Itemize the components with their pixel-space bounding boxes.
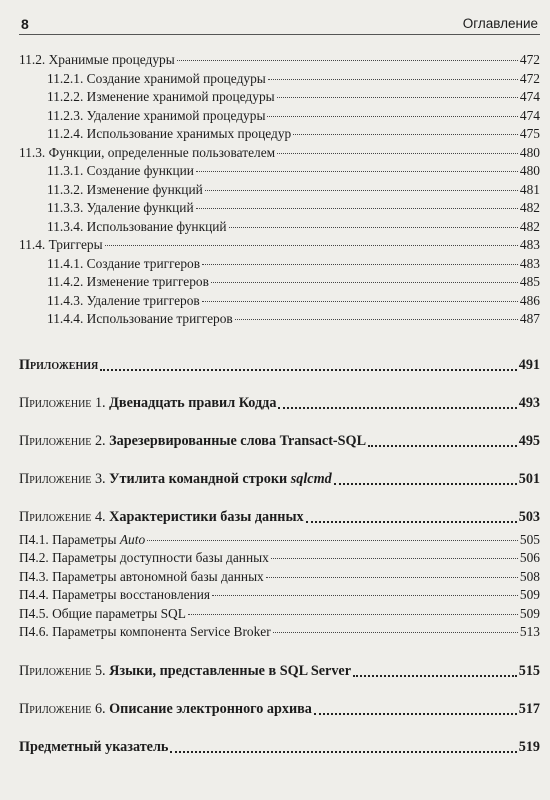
toc-entry-title: 11.3.1. Создание функции bbox=[47, 163, 194, 178]
toc-entry-11-2[interactable] bbox=[19, 52, 540, 71]
toc-entry-title: 11.2. Хранимые процедуры bbox=[19, 52, 175, 67]
dot-leader bbox=[229, 227, 518, 228]
toc-entry-page: 515 bbox=[518, 662, 540, 679]
toc-entry-11-2-4[interactable] bbox=[19, 126, 540, 145]
toc-entry-11-4[interactable] bbox=[19, 237, 540, 256]
appendix-label: Приложение 5. bbox=[19, 662, 106, 679]
toc-entry-title bbox=[19, 464, 332, 494]
dot-leader bbox=[177, 60, 518, 61]
toc-entry-title: П4.5. Общие параметры SQL bbox=[19, 605, 186, 621]
dot-leader bbox=[202, 264, 518, 265]
dot-leader bbox=[100, 369, 516, 371]
toc-entry-title: 11.4.3. Удаление триггеров bbox=[47, 292, 200, 308]
toc-entry-11-3[interactable] bbox=[19, 145, 540, 164]
toc-entry-11-4-1[interactable] bbox=[19, 256, 540, 275]
toc-entry-title: 11.3.3. Удаление функций bbox=[47, 200, 194, 215]
toc-entry-page: 481 bbox=[519, 181, 540, 197]
running-title: Оглавление bbox=[462, 16, 538, 31]
appendix-title: Характеристики базы данных bbox=[109, 508, 304, 525]
dot-leader bbox=[268, 79, 518, 80]
toc-entry-title bbox=[19, 502, 304, 532]
toc-entry-title: 11.2.2. Изменение хранимой процедуры bbox=[47, 89, 275, 104]
toc-entry-11-2-2[interactable] bbox=[19, 89, 540, 108]
toc-entry-p4-2[interactable] bbox=[19, 550, 540, 569]
toc-entry-page: 487 bbox=[519, 311, 540, 326]
appendix-title: Зарезервированные слова Transact-SQL bbox=[109, 432, 367, 449]
appendix-label: Приложение 6. bbox=[19, 700, 106, 717]
appendix-section-title: П4.1. Параметры bbox=[19, 531, 117, 547]
toc-entry-appendix-5[interactable] bbox=[19, 656, 540, 686]
dot-leader bbox=[306, 521, 517, 523]
toc-entry-page: 475 bbox=[519, 126, 540, 141]
dot-leader bbox=[235, 319, 518, 320]
toc-entry-page: 482 bbox=[519, 218, 540, 234]
toc-entry-p4-6[interactable] bbox=[19, 624, 540, 643]
toc-entry-page: 472 bbox=[519, 70, 540, 86]
toc-entry-appendix-2[interactable] bbox=[19, 426, 540, 456]
dot-leader bbox=[334, 483, 517, 485]
toc-entry-title: 11.4.2. Изменение триггеров bbox=[47, 274, 209, 289]
dot-leader bbox=[353, 675, 517, 677]
running-header bbox=[19, 12, 540, 35]
toc-entry-subject-index[interactable] bbox=[19, 732, 540, 762]
appendix-section-italic: Auto bbox=[119, 531, 146, 547]
toc-entry-page: 506 bbox=[519, 550, 540, 565]
toc-entry-title: П4.4. Параметры восстановления bbox=[19, 587, 211, 602]
toc-entry-page: 483 bbox=[519, 237, 540, 252]
toc-entry-page: 513 bbox=[519, 624, 540, 639]
dot-leader bbox=[267, 116, 517, 117]
dot-leader bbox=[196, 208, 518, 209]
appendix-title: Описание электронного архива bbox=[109, 700, 312, 717]
appendix-label: Приложение 1. bbox=[19, 394, 106, 411]
toc-entry-page: 517 bbox=[518, 700, 540, 717]
dot-leader bbox=[277, 153, 518, 154]
toc-entry-11-3-4[interactable] bbox=[19, 219, 540, 238]
toc-entry-11-3-2[interactable] bbox=[19, 182, 540, 201]
toc-entry-page: 493 bbox=[518, 394, 540, 411]
toc-entry-title: 11.4. Триггеры bbox=[19, 237, 103, 252]
toc-entry-title: 11.3.4. Использование функций bbox=[47, 218, 227, 234]
toc-entry-page: 474 bbox=[519, 107, 540, 123]
toc-entry-page: 485 bbox=[519, 274, 540, 289]
toc-entry-page: 519 bbox=[518, 738, 540, 755]
toc-entry-title: П4.3. Параметры автономной базы данных bbox=[19, 568, 264, 584]
appendix-label: Приложение 4. bbox=[19, 508, 106, 525]
dot-leader bbox=[202, 301, 518, 302]
dot-leader bbox=[277, 97, 518, 98]
toc-entry-page: 472 bbox=[519, 52, 540, 67]
dot-leader bbox=[271, 558, 518, 559]
toc-entry-11-3-3[interactable] bbox=[19, 200, 540, 219]
appendix-title-command: sqlcmd bbox=[290, 470, 332, 487]
dot-leader bbox=[188, 614, 518, 615]
toc-entry-title bbox=[19, 656, 351, 686]
toc-entry-title: 11.4.4. Использование триггеров bbox=[47, 311, 233, 326]
toc-entry-appendix-4[interactable] bbox=[19, 502, 540, 532]
toc-entry-page: 480 bbox=[519, 144, 540, 160]
dot-leader bbox=[266, 577, 518, 578]
toc-entry-title bbox=[19, 694, 312, 724]
dot-leader bbox=[293, 134, 518, 135]
toc-entry-p4-4[interactable] bbox=[19, 587, 540, 606]
toc-entry-page: 486 bbox=[519, 292, 540, 308]
appendix-label: Приложение 3. bbox=[19, 470, 106, 487]
appendix-title: Двенадцать правил Кодда bbox=[109, 394, 277, 411]
appendix-title: Языки, представленные в SQL Server bbox=[109, 662, 352, 679]
toc-entry-title: 11.2.3. Удаление хранимой процедуры bbox=[47, 107, 266, 123]
toc-entry-11-4-3[interactable] bbox=[19, 293, 540, 312]
toc-entry-11-3-1[interactable] bbox=[19, 163, 540, 182]
toc-entry-title: П4.2. Параметры доступности базы данных bbox=[19, 550, 269, 565]
toc-entry-p4-3[interactable] bbox=[19, 569, 540, 588]
toc-entry-page: 509 bbox=[519, 605, 540, 621]
toc-entry-page: 509 bbox=[519, 587, 540, 602]
toc-entry-appendix-3[interactable] bbox=[19, 464, 540, 494]
toc-entry-page: 482 bbox=[519, 200, 540, 215]
toc-entry-title: 11.3. Функции, определенные пользователем bbox=[19, 144, 276, 160]
toc-entry-page: 503 bbox=[518, 508, 540, 525]
dot-leader bbox=[212, 595, 518, 596]
toc-entry-page: 508 bbox=[519, 568, 540, 584]
toc-entry-title: П4.6. Параметры компонента Service Broker bbox=[19, 624, 271, 639]
table-of-contents bbox=[19, 52, 540, 762]
toc-entry-page: 491 bbox=[518, 356, 540, 373]
appendix-title: Утилита командной строки bbox=[109, 470, 288, 487]
toc-entry-page: 483 bbox=[519, 255, 540, 271]
toc-entry-page: 501 bbox=[518, 470, 540, 487]
dot-leader bbox=[368, 445, 517, 447]
dot-leader bbox=[314, 713, 517, 715]
toc-entry-11-2-1[interactable] bbox=[19, 71, 540, 90]
toc-entry-title: 11.3.2. Изменение функций bbox=[47, 181, 203, 197]
dot-leader bbox=[196, 171, 518, 172]
toc-entry-title bbox=[19, 426, 366, 456]
toc-entry-appendices[interactable] bbox=[19, 350, 540, 380]
dot-leader bbox=[147, 540, 518, 541]
toc-entry-title bbox=[19, 532, 145, 548]
toc-entry-11-4-2[interactable] bbox=[19, 274, 540, 293]
page-number: 8 bbox=[21, 16, 29, 32]
toc-entry-title: 11.2.1. Создание хранимой процедуры bbox=[47, 70, 266, 86]
toc-entry-title: Предметный указатель bbox=[19, 738, 169, 755]
toc-entry-title bbox=[19, 388, 276, 418]
dot-leader bbox=[170, 751, 516, 753]
dot-leader bbox=[105, 245, 518, 246]
toc-entry-page: 505 bbox=[519, 531, 540, 547]
toc-entry-title: 11.4.1. Создание триггеров bbox=[47, 255, 201, 271]
toc-entry-page: 480 bbox=[519, 163, 540, 178]
toc-entry-appendix-6[interactable] bbox=[19, 694, 540, 724]
appendix-label: Приложение 2. bbox=[19, 432, 106, 449]
toc-entry-page: 474 bbox=[519, 89, 540, 104]
dot-leader bbox=[211, 282, 518, 283]
toc-entry-11-4-4[interactable] bbox=[19, 311, 540, 330]
toc-entry-p4-5[interactable] bbox=[19, 606, 540, 625]
toc-entry-title: 11.2.4. Использование хранимых процедур bbox=[47, 126, 292, 141]
toc-entry-title: Приложения bbox=[19, 356, 99, 373]
toc-entry-p4-1[interactable] bbox=[19, 532, 540, 551]
toc-entry-11-2-3[interactable] bbox=[19, 108, 540, 127]
dot-leader bbox=[278, 407, 516, 409]
toc-entry-page: 495 bbox=[518, 432, 540, 449]
dot-leader bbox=[205, 190, 518, 191]
dot-leader bbox=[273, 632, 518, 633]
toc-entry-appendix-1[interactable] bbox=[19, 388, 540, 418]
